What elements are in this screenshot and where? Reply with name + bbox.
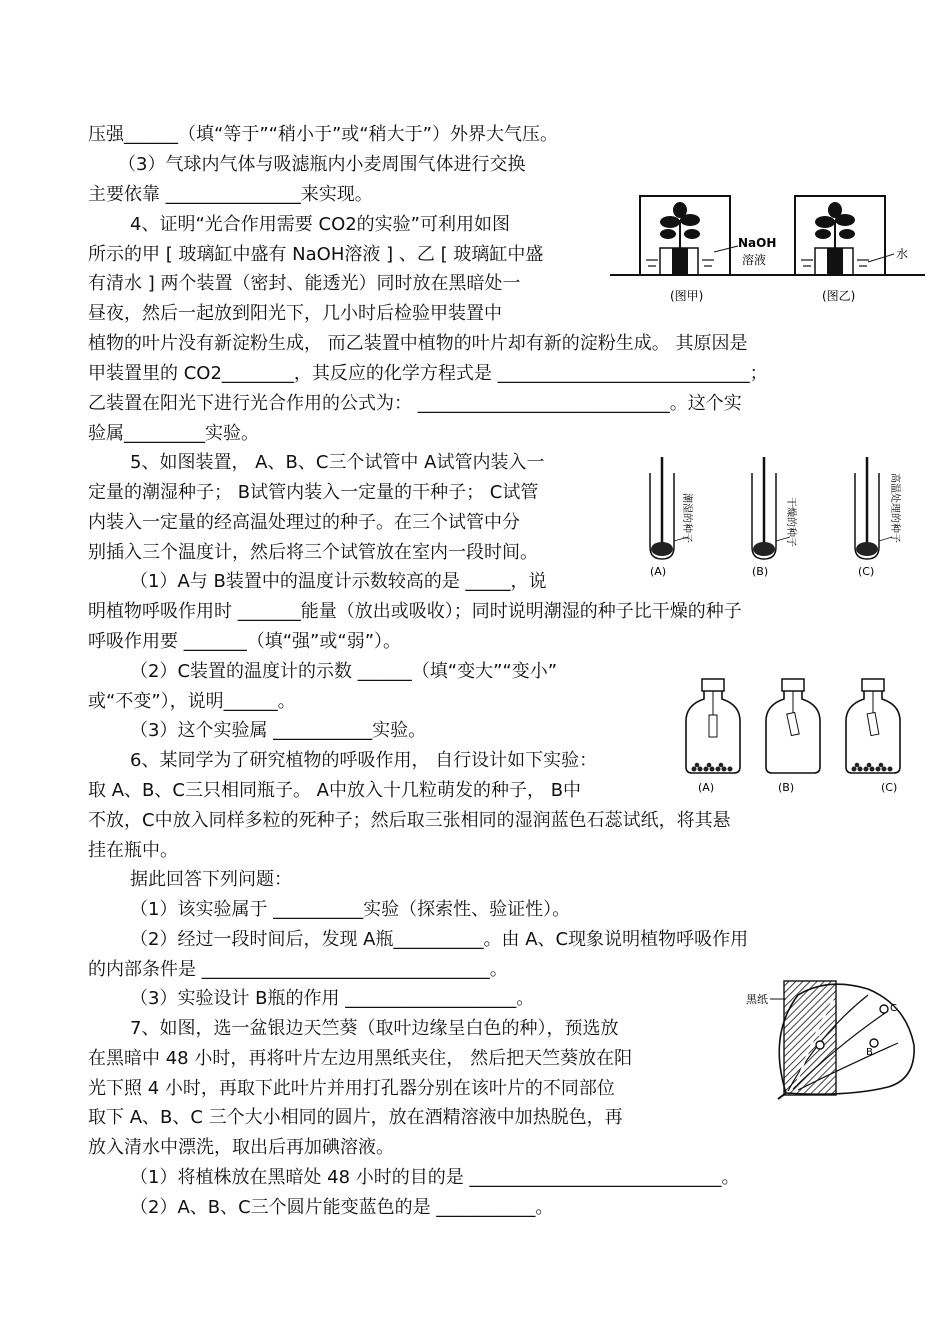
text-line: 植物的叶片没有新淀粉生成， 而乙装置中植物的叶片却有新的淀粉生成。 其原因是 — [88, 333, 748, 354]
text-line: （2）经过一段时间后，发现 A瓶__________。由 A、C现象说明植物呼吸作用 — [130, 929, 749, 950]
disc-b — [870, 1039, 878, 1047]
text-line: 取 A、B、C三只相同瓶子。 A中放入十几粒萌发的种子， B中 — [88, 780, 582, 801]
question-5: 5、如图装置， A、B、C三个试管中 A试管内装入一 — [130, 452, 545, 473]
question-4: 4、证明“光合作用需要 CO2的实验”可利用如图 — [130, 214, 511, 235]
text-line: 不放，C中放入同样多粒的死种子；然后取三张相同的湿润蓝色石蕊试纸，将其悬 — [88, 810, 731, 831]
label-water: 水 — [896, 247, 909, 261]
text-line: 据此回答下列问题： — [130, 869, 292, 890]
disc-a — [816, 1041, 824, 1049]
caption-tube-a: (A) — [650, 565, 667, 578]
question-6: 6、某同学为了研究植物的呼吸作用， 自行设计如下实验： — [130, 750, 598, 771]
label-disc-c: C — [890, 1003, 897, 1014]
text-line: 放入清水中漂洗，取出后再加碘溶液。 — [88, 1137, 394, 1158]
text-line: 定量的潮湿种子； B试管内装入一定量的干种子； C试管 — [88, 482, 539, 503]
text-line: 所示的甲 [ 玻璃缸中盛有 NaOH溶液 ] 、乙 [ 玻璃缸中盛 — [88, 244, 544, 265]
figure-bottles — [678, 675, 918, 800]
text-line: 或“不变”），说明______。 — [88, 691, 296, 712]
label-tube-c: 高温处理的种子 — [889, 473, 900, 543]
caption-fig-b: (图乙) — [822, 289, 856, 303]
label-tube-b: 干燥的种子 — [785, 497, 796, 547]
question-7: 7、如图，选一盆银边天竺葵（取叶边缘呈白色的种），预选放 — [130, 1018, 619, 1039]
text-line: 有清水 ] 两个装置（密封、能透光）同时放在黑暗处一 — [88, 273, 521, 294]
text-line: （3）实验设计 B瓶的作用 ___________________。 — [130, 988, 535, 1009]
label-naoh: NaOH — [738, 236, 777, 250]
text-line: 压强______（填“等于”“稍小于”或“稍大于”）外界大气压。 — [88, 124, 558, 145]
text-line: 取下 A、B、C 三个大小相同的圆片，放在酒精溶液中加热脱色，再 — [88, 1107, 623, 1128]
label-disc-b: B — [866, 1047, 873, 1058]
text-line: （1）该实验属于 __________实验（探索性、验证性）。 — [130, 899, 571, 920]
text-line: 内装入一定量的经高温处理过的种子。在三个试管中分 — [88, 512, 520, 533]
text-line: 验属_________实验。 — [88, 423, 259, 444]
text-line: 的内部条件是 ________________________________。 — [88, 959, 508, 980]
text-line: 主要依靠 _______________来实现。 — [88, 184, 373, 205]
disc-c — [880, 1005, 888, 1013]
text-line: 昼夜，然后一起放到阳光下，几小时后检验甲装置中 — [88, 303, 502, 324]
caption-bottle-a: (A) — [698, 781, 715, 794]
text-line: 明植物呼吸作用时 _______能量（放出或吸收）；同时说明潮湿的种子比干燥的种子 — [88, 601, 742, 622]
caption-bottle-c: (C) — [881, 781, 898, 794]
text-line: 呼吸作用要 _______（填“强”或“弱”）。 — [88, 631, 402, 652]
figure-leaf — [738, 975, 923, 1100]
figure-plant-tanks — [610, 190, 930, 310]
text-line: （2）A、B、C三个圆片能变蓝色的是 ___________。 — [130, 1197, 554, 1218]
text-line: 光下照 4 小时，再取下此叶片并用打孔器分别在该叶片的不同部位 — [88, 1078, 615, 1099]
caption-tube-b: (B) — [752, 565, 769, 578]
text-line: （1）A与 B装置中的温度计示数较高的是 _____，说 — [130, 571, 547, 592]
label-solution: 溶液 — [742, 253, 767, 267]
text-line: （3）气球内气体与吸滤瓶内小麦周围气体进行交换 — [118, 154, 526, 175]
caption-bottle-b: (B) — [778, 781, 795, 794]
label-tube-a: 潮湿的种子 — [681, 493, 692, 543]
caption-fig-a: (图甲) — [670, 289, 704, 303]
label-disc-a: A — [814, 1029, 821, 1040]
label-black-paper: 黑纸 — [746, 993, 768, 1006]
text-line: 挂在瓶中。 — [88, 840, 178, 861]
text-line: （3）这个实验属 ___________实验。 — [130, 720, 427, 741]
text-line: 乙装置在阳光下进行光合作用的公式为： ____________________________。这个实 — [88, 393, 742, 414]
figure-test-tubes — [640, 455, 930, 580]
caption-tube-c: (C) — [858, 565, 875, 578]
text-line: 在黑暗中 48 小时，再将叶片左边用黑纸夹住， 然后把天竺葵放在阳 — [88, 1048, 633, 1069]
text-line: 别插入三个温度计，然后将三个试管放在室内一段时间。 — [88, 542, 538, 563]
text-line: （1）将植株放在黑暗处 48 小时的目的是 ____________________________。 — [130, 1167, 740, 1188]
text-line: 甲装置里的 CO2________，其反应的化学方程式是 ____________________________； — [88, 363, 768, 384]
text-line: （2）C装置的温度计的示数 ______（填“变大”“变小” — [130, 661, 558, 682]
